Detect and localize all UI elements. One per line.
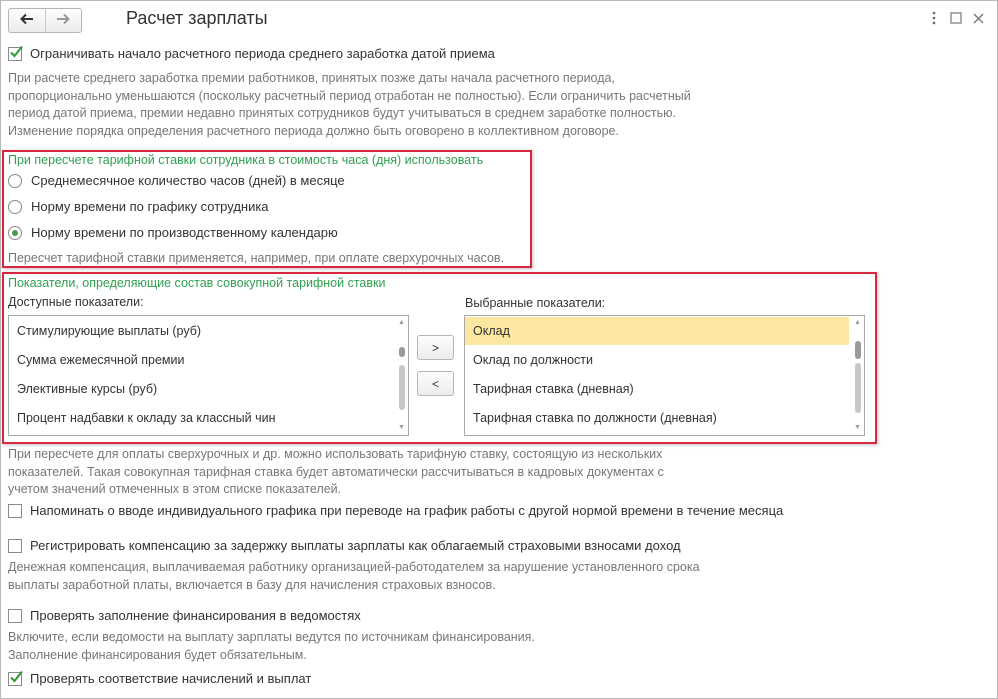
indicators-description: При пересчете для оплаты сверхурочных и др. можно использовать тарифную ставку, состоящую из нескольких показателей. Такая совокупная тарифная ставка будет автоматически рассчитываться в кадровых документах с учетом значений отмеченных в этом списке показателей. [8, 447, 664, 496]
scroll-track[interactable] [399, 365, 405, 410]
rate-option-2[interactable] [8, 225, 338, 240]
available-list[interactable] [8, 315, 409, 436]
remind-schedule-checkbox[interactable] [8, 504, 22, 518]
register-compensation-checkbox[interactable] [8, 539, 22, 553]
check-accruals-row[interactable] [8, 671, 311, 686]
page-title: Расчет зарплаты [126, 8, 268, 28]
rate-recalc-title: При пересчете тарифной ставки сотрудника в стоимость часа (дня) использовать [8, 153, 484, 167]
check-financing-row[interactable] [8, 608, 361, 623]
scroll-up-icon[interactable]: ▲ [398, 319, 405, 326]
list-item[interactable]: Стимулирующие выплаты (руб) [17, 324, 202, 338]
arrow-right-icon [56, 13, 70, 28]
checkmark-icon [8, 669, 24, 685]
limit-start-checkbox[interactable] [8, 47, 22, 61]
indicators-title: Показатели, определяющие состав совокупной тарифной ставки [8, 276, 386, 290]
back-button[interactable] [9, 9, 45, 32]
scroll-down-icon[interactable]: ▼ [398, 424, 405, 431]
register-compensation-label: Регистрировать компенсацию за задержку выплаты зарплаты как облагаемый страховыми взносами доход [30, 538, 681, 553]
scroll-thumb[interactable] [399, 347, 405, 357]
remind-schedule-label: Напоминать о вводе индивидуального графика при переводе на график работы с другой нормой времени в течение месяца [30, 503, 784, 518]
limit-start-row[interactable] [8, 46, 495, 61]
radio-button[interactable] [8, 200, 22, 214]
available-label: Доступные показатели: [8, 295, 144, 309]
arrow-left-icon [20, 13, 34, 28]
list-item[interactable]: Тарифная ставка по должности (дневная) [473, 411, 717, 425]
check-financing-checkbox[interactable] [8, 609, 22, 623]
rate-recalc-description: Пересчет тарифной ставки применяется, например, при оплате сверхурочных часов. [8, 251, 505, 265]
list-item[interactable]: Процент надбавки к окладу за классный чин [17, 411, 276, 425]
remove-indicator-button[interactable]: < [417, 371, 454, 396]
check-financing-label: Проверять заполнение финансирования в ведомостях [30, 608, 361, 623]
scrollbar[interactable] [396, 317, 407, 434]
radio-button[interactable] [8, 174, 22, 188]
maximize-icon[interactable] [947, 9, 965, 27]
close-icon[interactable] [969, 9, 987, 27]
add-indicator-button[interactable]: > [417, 335, 454, 360]
scroll-up-icon[interactable]: ▲ [854, 319, 861, 326]
forward-button[interactable] [45, 9, 82, 32]
limit-start-label: Ограничивать начало расчетного периода среднего заработка датой приема [30, 46, 495, 61]
check-financing-description: Включите, если ведомости на выплату зарплаты ведутся по источникам финансирования. Заполнение финансирования будет обязательным. [8, 630, 535, 662]
rate-option-0[interactable] [8, 173, 345, 188]
register-compensation-row[interactable] [8, 538, 681, 553]
check-accruals-checkbox[interactable] [8, 672, 22, 686]
navigation-buttons [8, 8, 82, 33]
scrollbar[interactable] [852, 317, 863, 434]
rate-option-label: Норму времени по производственному календарю [31, 225, 338, 240]
remind-schedule-row[interactable] [8, 503, 783, 518]
register-compensation-description: Денежная компенсация, выплачиваемая работнику организацией-работодателем за нарушение установленного срока выплаты заработной платы, включается в базу для начисления страховых взносов. [8, 560, 700, 592]
check-accruals-label: Проверять соответствие начислений и выплат [30, 671, 312, 686]
list-item[interactable]: Оклад по должности [473, 353, 593, 367]
rate-option-label: Среднемесячное количество часов (дней) в месяце [31, 173, 345, 188]
limit-start-description: При расчете среднего заработка премии работников, принятых позже даты начала расчетного периода, пропорционально уменьшаются (поскольку расчетный период отработан не полностью). Если ограничить расчетный период датой приема, премии недавно принятых сотрудников будут учитываться в среднем заработке полностью. Изменение порядка определения расчетного периода должно быть оговорено в коллективном договоре. [8, 71, 691, 138]
list-item-selected[interactable]: Оклад [465, 317, 849, 345]
list-item[interactable]: Сумма ежемесячной премии [17, 353, 185, 367]
radio-button-selected[interactable] [8, 226, 22, 240]
selected-list[interactable] [464, 315, 865, 436]
more-vertical-icon[interactable] [925, 9, 943, 27]
list-item[interactable]: Элективные курсы (руб) [17, 382, 158, 396]
rate-option-1[interactable] [8, 199, 269, 214]
scroll-down-icon[interactable]: ▼ [854, 424, 861, 431]
list-item[interactable]: Тарифная ставка (дневная) [473, 382, 634, 396]
scroll-track[interactable] [855, 363, 861, 413]
selected-label: Выбранные показатели: [465, 296, 606, 310]
checkmark-icon [8, 44, 24, 60]
rate-option-label: Норму времени по графику сотрудника [31, 199, 269, 214]
scroll-thumb[interactable] [855, 341, 861, 359]
